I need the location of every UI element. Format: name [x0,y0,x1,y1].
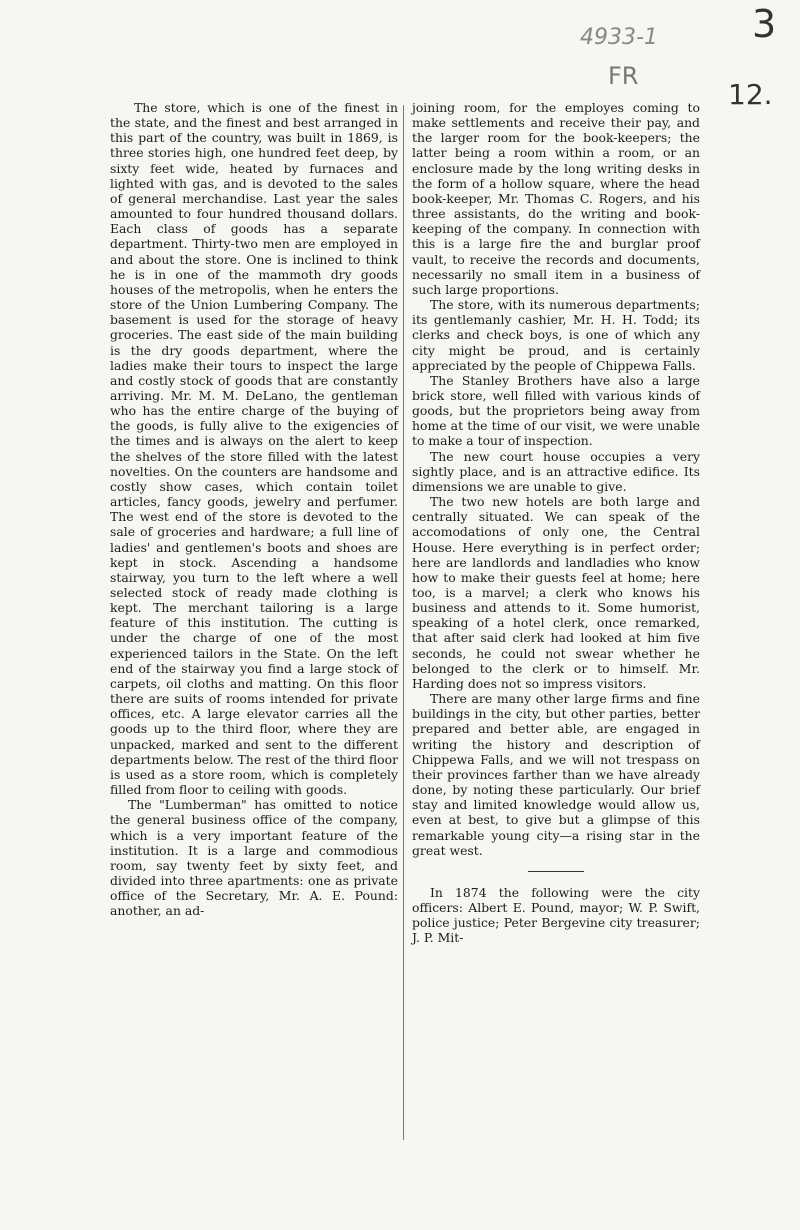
paragraph: The new court house occupies a very sightly place, and is an attractive edifice. Its dimensions we are unable to give. [412,448,700,494]
right-column [412,100,700,945]
paragraph: The store, which is one of the finest in the state, and the finest and best arranged in this part of the country, was built in 1869, is three stories high, one hundred feet deep, by sixty feet wide, heated by furnaces and lighted with gas, and is devoted to the sales of general merchandise. Last year the sales amounted to four hundred thousand dollars. Each class of goods has a separate department. Thirty-two men are employed in and about the store. One is inclined to think he is in one of the mammoth dry goods houses of the metropolis, when he enters the store of the Union Lumbering Company. The basement is used for the storage of heavy groceries. The east side of the main building is the dry goods department, where the ladies make their tours to inspect the large and costly stock of goods that are constantly arriving. Mr. M. M. DeLano, the gentleman who has the entire charge of the buying of the goods, is fully alive to the exigencies of the times and is always on the alert to keep the shelves of the store filled with the latest novelties. On the counters are handsome and costly show cases, which contain toilet articles, fancy goods, jewelry and perfumer. The west end of the store is devoted to the sale of groceries and hardware; a full line of ladies' and gentlemen's boots and shoes are kept in stock. Ascending a handsome stairway, you turn to the left where a well selected stock of ready made clothing is kept. The merchant tailoring is a large feature of this institution. The cutting is under the charge of one of the most experienced tailors in the State. On the left end of the stairway you find a large stock of carpets, oil cloths and matting. On this floor there are suits of rooms intended for private offices, etc. A large elevator carries all the goods up to the third floor, where they are unpacked, marked and sent to the different departments below. The rest of the third floor is used as a store room, which is completely filled from floor to ceiling with goods. [110,100,398,798]
handwritten-number: 12. [728,78,773,111]
paragraph: The Stanley Brothers have also a large brick store, well filled with various kinds of goods, but the proprietors being away from home at the time of our visit, we were unable to make a tour of inspection. [412,372,700,449]
paragraph: The "Lumberman" has omitted to notice the general business office of the company, which is a very important feature of the institution. It is a large and commodious room, say twenty feet by sixty feet, and divided into three apartments: one as private office of the Secretary, Mr. A. E. Pound: another, an ad- [110,797,398,919]
column-divider [403,105,404,1140]
paragraph: joining room, for the employes coming to make settlements and receive their pay, and the larger room for the book-keepers; the latter being a room within a room, or an enclosure made by the long writing desks in the form of a hollow square, where the head book-keeper, Mr. Thomas C. Rogers, and his three assistants, do the writing and book-keeping of the company. In connection with this is a large fire the and burglar proof vault, to receive the records and documents, necessarily no small item in a business of such large proportions. [412,100,700,297]
page-number: 3 [752,2,777,46]
file-reference-annotation: 4933-1 [580,25,658,50]
paragraph: The two new hotels are both large and centrally situated. We can speak of the accomodations of only one, the Central House. Here everything is in perfect order; here are landlords and landladies who know how to make their guests feel at home; here too, is a marvel; a clerk who knows his business and attends to it. Some humorist, speaking of a hotel clerk, once remarked, that after said clerk had looked at him five seconds, he could not swear whether he belonged to the clerk or to himself. Mr. Harding does not so impress visitors. [412,494,700,691]
sub-reference-annotation: FR [608,62,639,90]
paragraph: In 1874 the following were the city officers: Albert E. Pound, mayor; W. P. Swift, police justice; Peter Bergevine city treasurer; J. P. Mit- [412,884,700,946]
paragraph: The store, with its numerous departments; its gentlemanly cashier, Mr. H. H. Todd; its clerks and check boys, is one of which any city might be proud, and is certainly appreciated by the people of Chippewa Falls. [412,297,700,373]
section-rule [528,871,584,872]
left-column [110,100,398,918]
paragraph: There are many other large firms and fine buildings in the city, but other parties, better prepared and better able, are engaged in writing the history and description of Chippewa Falls, and we will not trespass on their provinces farther than we have already done, by noting these particularly. Our brief stay and limited knowledge would allow us, even at best, to give but a glimpse of this remarkable young city—a rising star in the great west. [412,691,700,858]
